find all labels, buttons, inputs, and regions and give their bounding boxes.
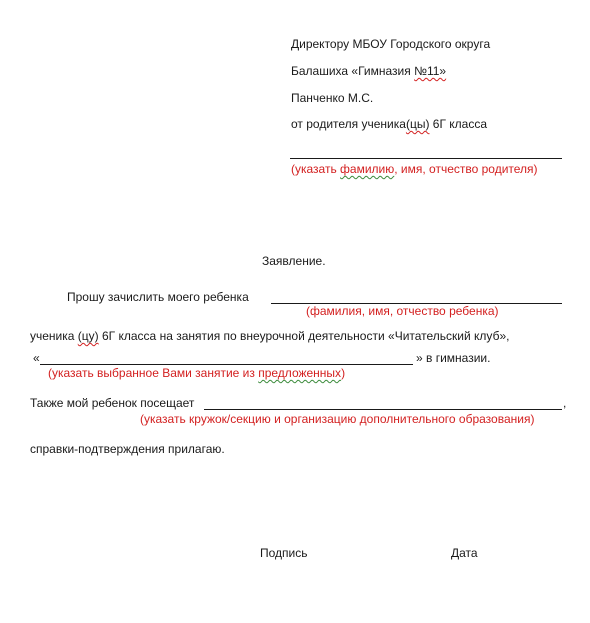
class-activity-suffix: (цу): [77, 329, 99, 343]
document-title: Заявление.: [262, 254, 326, 268]
activity-choice-hint-a: (указать выбранное Вами занятие из: [48, 366, 259, 380]
addressee-line-2: [291, 64, 446, 78]
parent-name-hint-b: фамилию: [340, 162, 395, 176]
club-line-comma: ,: [563, 396, 567, 410]
also-attends-text: Также мой ребенок посещает: [30, 396, 195, 410]
class-activity-a: ученика: [30, 329, 78, 343]
addressee-line-4: [291, 117, 487, 131]
parent-name-hint-a: (указать: [291, 162, 341, 176]
addressee-line-3: Панченко М.С.: [291, 91, 374, 105]
activity-close-text: » в гимназии.: [416, 351, 491, 365]
addressee-line-4-suffix: (цы): [405, 117, 430, 131]
enroll-request-text: Прошу зачислить моего ребенка: [67, 290, 249, 304]
class-activity-c: 6Г класса на занятия по внеурочной деятельности «Читательский клуб»,: [98, 329, 510, 343]
activity-open-quote: «: [33, 351, 40, 365]
parent-name-hint: [291, 162, 538, 176]
activity-choice-hint-b: предложенных: [258, 366, 342, 380]
addressee-line-2-number: №11»: [414, 64, 447, 78]
attachments-text: справки-подтверждения прилагаю.: [30, 442, 225, 456]
parent-name-line: [290, 158, 562, 159]
class-activity-line: [30, 329, 509, 343]
parent-name-hint-c: , имя, отчество родителя): [394, 162, 538, 176]
club-hint: (указать кружок/секцию и организацию дополнительного образования): [140, 412, 535, 426]
date-label: Дата: [451, 546, 478, 560]
activity-choice-hint-c: ): [341, 366, 346, 380]
child-name-hint: (фамилия, имя, отчество ребенка): [306, 304, 499, 318]
addressee-line-4-text: от родителя ученика: [291, 117, 406, 131]
signature-label: Подпись: [260, 546, 308, 560]
addressee-line-2-text: Балашиха «Гимназия: [291, 64, 415, 78]
club-line: [204, 409, 562, 410]
activity-choice-line: [40, 364, 413, 365]
addressee-line-4-class: 6Г класса: [429, 117, 488, 131]
activity-choice-hint: [48, 366, 345, 380]
addressee-line-1: Директору МБОУ Городского округа: [291, 37, 491, 51]
